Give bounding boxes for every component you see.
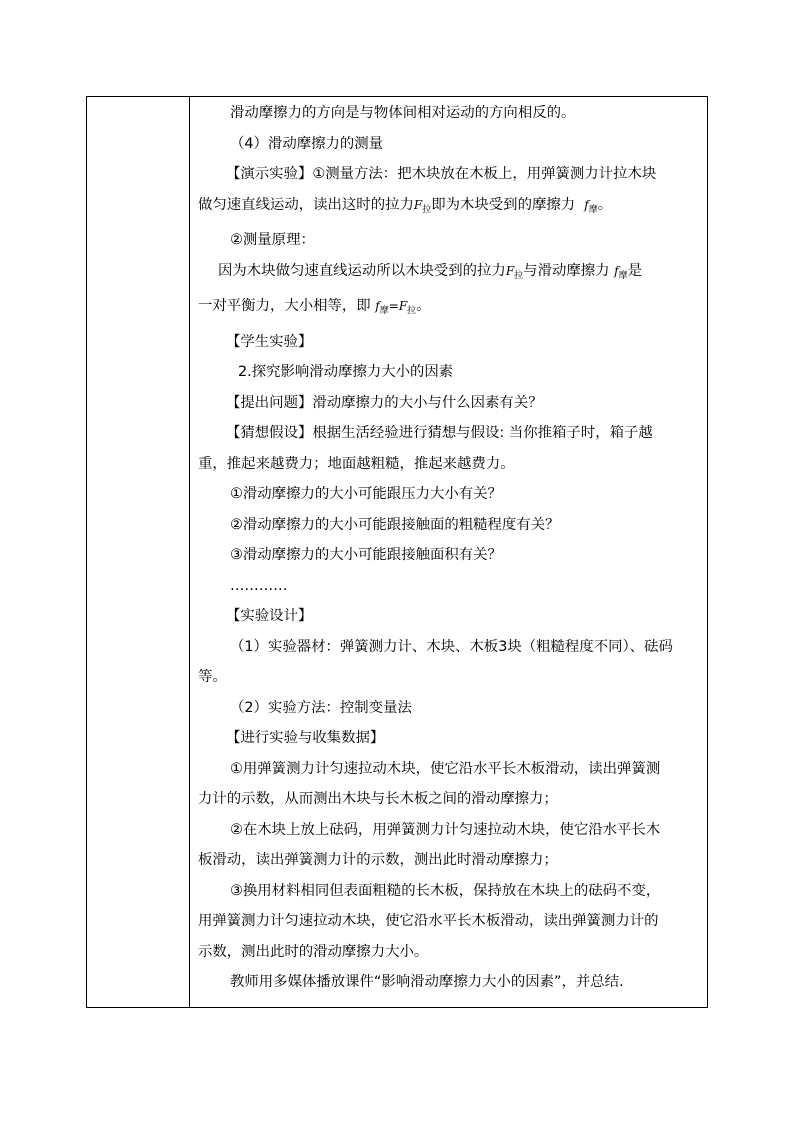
text-line: （1）实验器材：弹簧测力计、木块、木板3块（粗糙程度不同）、砝码 — [230, 638, 673, 655]
text-line: 【演示实验】①测量方法：把木块放在木板上，用弹簧测力计拉木块 — [226, 166, 657, 182]
text-line: 【猜想假设】根据生活经验进行猜想与假设: 当你推箱子时，箱子越 — [226, 425, 653, 441]
friction-symbol: $f_摩$ — [614, 263, 628, 281]
text-line: 因为木块做匀速直线运动所以木块受到的拉力$F_拉$与滑动摩擦力 $f_摩$是 — [218, 262, 642, 281]
force-symbol: $F_拉$ — [413, 197, 432, 215]
text-line: 板滑动，读出弹簧测力计的示数，测出此时滑动摩擦力； — [198, 852, 558, 868]
text-line: ③滑动摩擦力的大小可能跟接触面积有关？ — [230, 547, 502, 563]
content-cell — [198, 97, 704, 998]
text-line: ①滑动摩擦力的大小可能跟压力大小有关？ — [230, 486, 502, 502]
text-line: 【学生实验】 — [226, 333, 313, 350]
text-line: ②测量原理： — [230, 232, 315, 248]
text-line: 用弹簧测力计匀速拉动木块，使它沿水平长木板滑动，读出弹簧测力计的 — [198, 913, 659, 929]
text-line: 示数，测出此时的滑动摩擦力大小。 — [198, 943, 429, 960]
text-line: 2.探究影响滑动摩擦力大小的因素 — [238, 364, 454, 380]
text-line: ②滑动摩擦力的大小可能跟接触面的粗糙程度有关？ — [230, 516, 560, 533]
text-line: 重，推起来越费力；地面越粗糙，推起来越费力。 — [198, 455, 515, 472]
text-line: 等。 — [198, 669, 227, 685]
lesson-table — [86, 96, 708, 1008]
column-divider — [189, 97, 190, 1007]
text-line: 滑动摩擦力的方向是与物体间相对运动的方向相反的。 — [230, 105, 576, 121]
text-line: （4）滑动摩擦力的测量 — [230, 135, 384, 152]
force-symbol: $F_拉$ — [505, 263, 524, 281]
text-line: 力计的示数，从而测出木块与长木板之间的滑动摩擦力； — [198, 791, 558, 807]
text-line: ………… — [230, 577, 288, 594]
equation-symbol: $f_摩=F_拉$ — [375, 299, 417, 316]
text-line: 一对平衡力，大小相等，即 $f_摩=F_拉$。 — [198, 298, 431, 316]
text-line: 【实验设计】 — [226, 608, 313, 624]
text-line: 【进行实验与收集数据】 — [226, 730, 385, 746]
text-line: ①用弹簧测力计匀速拉动木块，使它沿水平长木板滑动，读出弹簧测 — [230, 760, 661, 777]
text-line: 【提出问题】滑动摩擦力的大小与什么因素有关？ — [226, 394, 543, 411]
text-line: ②在木块上放上砝码，用弹簧测力计匀速拉动木块，使它沿水平长木 — [230, 821, 661, 838]
text-line: 教师用多媒体播放课件“影响滑动摩擦力大小的因素”，并总结. — [230, 974, 624, 990]
text-line: 做匀速直线运动，读出这时的拉力$F_拉$即为木块受到的摩擦力 $f_摩$。 — [198, 196, 613, 215]
text-line: （2）实验方法：控制变量法 — [230, 699, 412, 716]
friction-symbol: $f_摩$ — [584, 197, 598, 215]
text-line: ③换用材料相同但表面粗糙的长木板，保持放在木块上的砝码不变， — [230, 882, 661, 899]
